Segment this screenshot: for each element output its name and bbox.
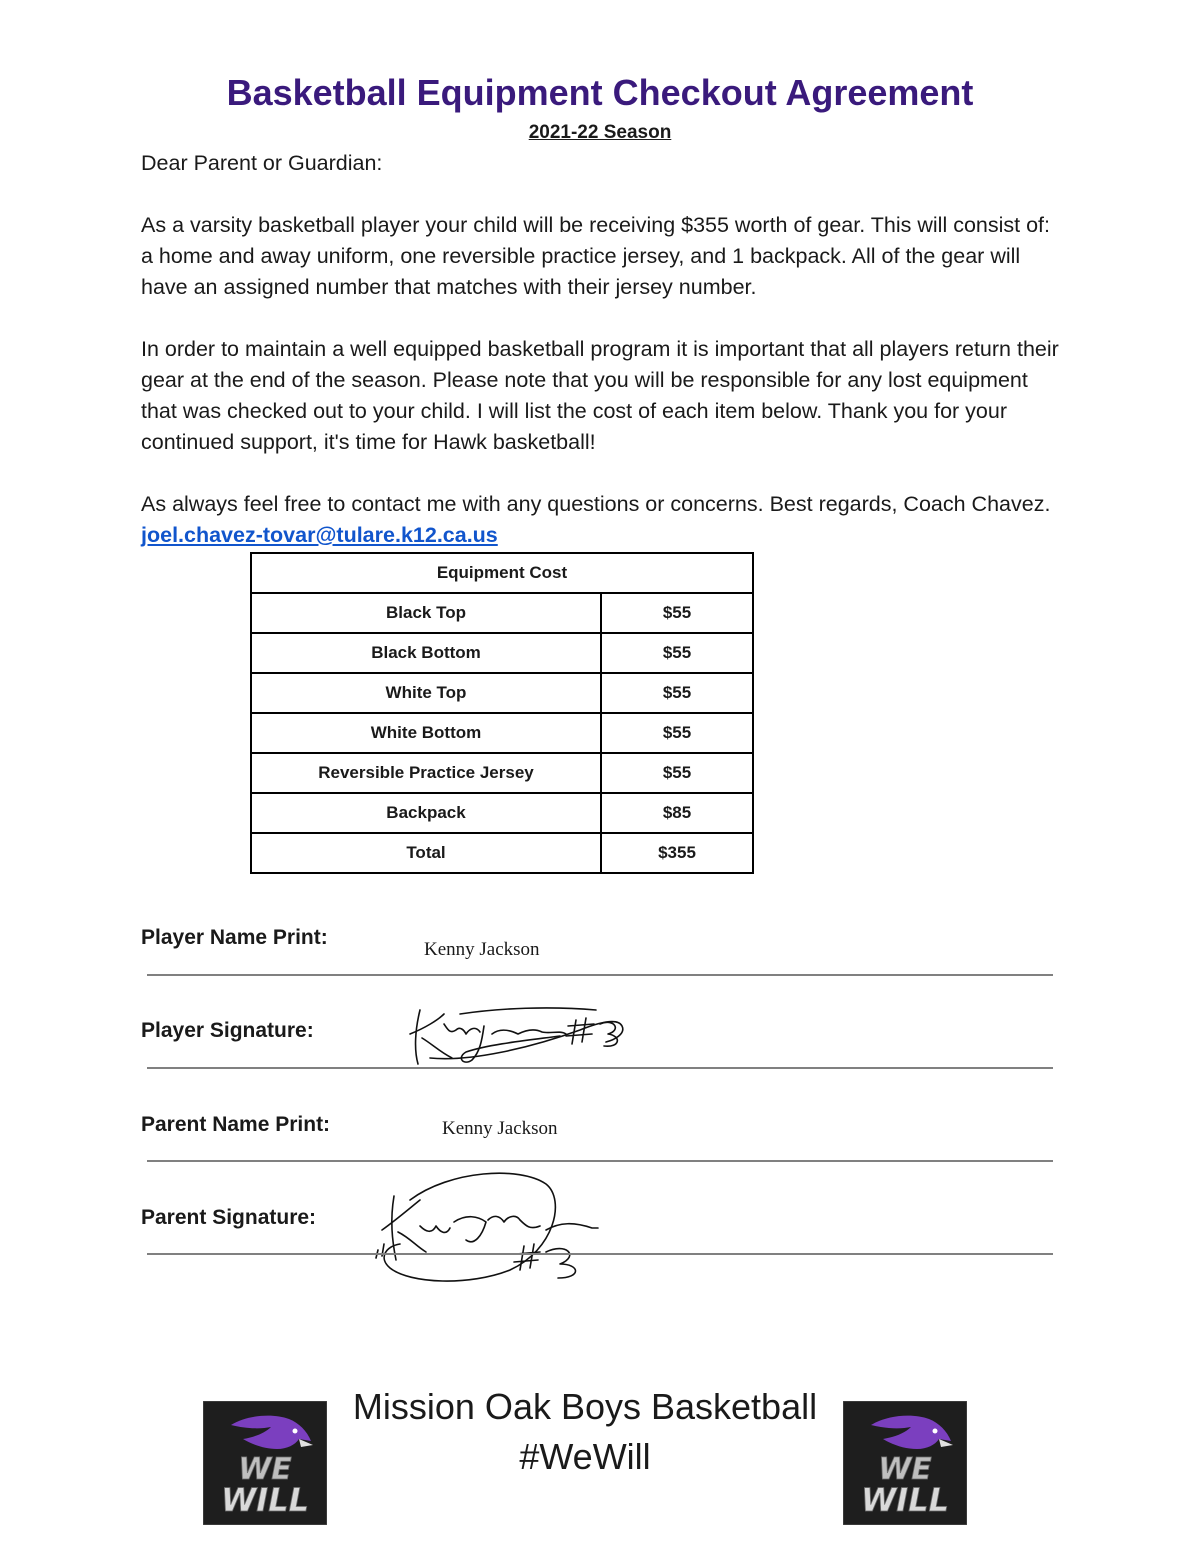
equipment-cost-table: [250, 552, 754, 874]
svg-text:WILL: WILL: [861, 1481, 949, 1519]
document-title: Basketball Equipment Checkout Agreement: [226, 72, 974, 113]
item-name-cell: Total: [251, 833, 601, 873]
item-name-cell: White Top: [251, 673, 601, 713]
table-row: [251, 753, 753, 793]
table-row: [251, 833, 753, 873]
table-body: [251, 593, 753, 873]
parent-signature-line[interactable]: [147, 1253, 1053, 1255]
parent-name-value: Kenny Jackson: [442, 1118, 558, 1139]
footer-team-name: [300, 1382, 870, 1482]
player-name-line[interactable]: [147, 974, 1053, 976]
paragraph-gear: As a varsity basketball player your child will be receiving $355 worth of gear. This will consist of: a home and away uniform, one reversible practice jersey, and 1 backpack. All of the gear will have an assigned number that matches with their jersey number.: [141, 213, 1050, 299]
footer-line-1: Mission Oak Boys Basketball: [352, 1386, 818, 1427]
parent-name-label: Parent Name Print:: [141, 1113, 331, 1136]
footer-line-2: #WeWill: [519, 1436, 651, 1477]
item-name-cell: White Bottom: [251, 713, 601, 753]
table-header: Equipment Cost: [251, 553, 753, 593]
table-row: [251, 713, 753, 753]
table-row: [251, 593, 753, 633]
item-name-cell: Backpack: [251, 793, 601, 833]
player-name-label: Player Name Print:: [141, 926, 328, 949]
item-cost-cell: $355: [601, 833, 753, 873]
svg-text:WE: WE: [878, 1452, 932, 1487]
table-row: [251, 673, 753, 713]
svg-text:WE: WE: [238, 1452, 292, 1487]
parent-signature-image: [370, 1160, 610, 1295]
item-name-cell: Black Bottom: [251, 633, 601, 673]
svg-text:WILL: WILL: [221, 1481, 309, 1519]
email-link[interactable]: joel.chavez-tovar@tulare.k12.ca.us: [141, 523, 498, 547]
item-cost-cell: $55: [601, 673, 753, 713]
greeting: Dear Parent or Guardian:: [141, 151, 383, 175]
wewill-logo-right: [843, 1401, 967, 1525]
table-row: [251, 633, 753, 673]
player-signature-label: Player Signature:: [141, 1019, 314, 1042]
item-cost-cell: $55: [601, 593, 753, 633]
player-signature-image: [400, 1000, 640, 1075]
player-name-value: Kenny Jackson: [424, 939, 540, 960]
parent-signature-label: Parent Signature:: [141, 1206, 317, 1229]
item-name-cell: Reversible Practice Jersey: [251, 753, 601, 793]
contact-text: As always feel free to contact me with any questions or concerns. Best regards, Coach Chavez.: [141, 492, 1051, 516]
item-cost-cell: $85: [601, 793, 753, 833]
item-name-cell: Black Top: [251, 593, 601, 633]
table-row: [251, 793, 753, 833]
item-cost-cell: $55: [601, 753, 753, 793]
season-subtitle: 2021-22 Season: [528, 122, 672, 143]
paragraph-contact: [141, 489, 1061, 551]
paragraph-return: In order to maintain a well equipped basketball program it is important that all players return their gear at the end of the season. Please note that you will be responsible for any lost equipment that was checked out to your child. I will list the cost of each item below. Thank you for your continued support, it's time for Hawk basketball!: [141, 337, 1059, 454]
wewill-logo-left: [203, 1401, 327, 1525]
item-cost-cell: $55: [601, 633, 753, 673]
letter-body: [141, 148, 1061, 551]
player-signature-line[interactable]: [147, 1067, 1053, 1069]
item-cost-cell: $55: [601, 713, 753, 753]
